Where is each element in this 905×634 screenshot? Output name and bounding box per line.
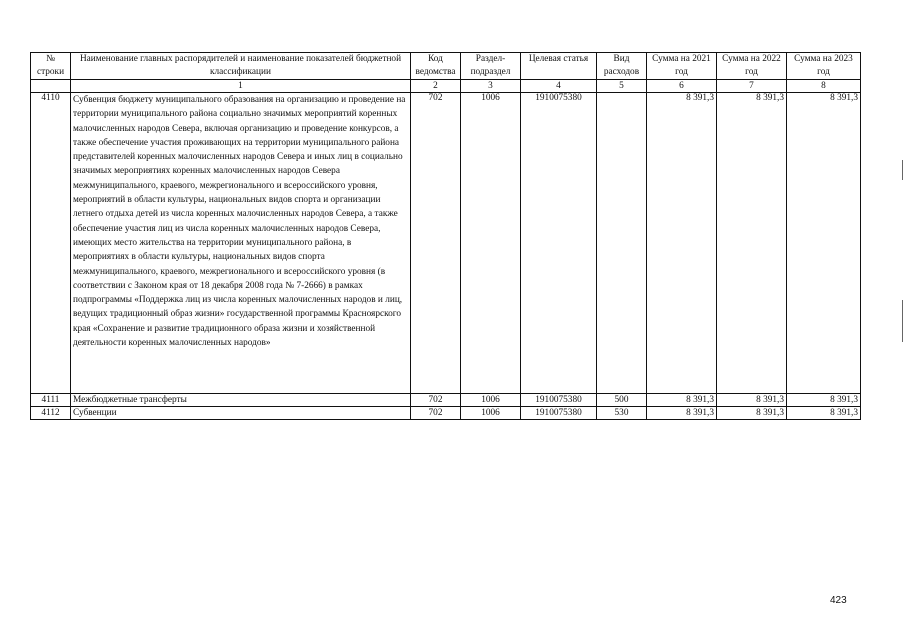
row-number: 4112 xyxy=(31,407,71,420)
header-name: Наименование главных распорядителей и наименование показателей бюджетной классификации xyxy=(71,53,411,80)
row-expense-type: 530 xyxy=(597,407,647,420)
row-sum-2022: 8 391,3 xyxy=(717,394,787,407)
row-name: Межбюджетные трансферты xyxy=(71,394,411,407)
row-dept-code: 702 xyxy=(411,394,461,407)
row-sum-2021: 8 391,3 xyxy=(647,407,717,420)
column-number: 5 xyxy=(597,80,647,93)
header-target-article: Целевая статья xyxy=(521,53,597,80)
header-sum-2023: Сумма на 2023 год xyxy=(787,53,861,80)
row-sum-2021: 8 391,3 xyxy=(647,93,717,394)
row-name: Субвенция бюджету муниципального образования на организацию и проведение на территории муниципального района социально значимых мероприятий коренных малочисленных народов Севера, включая организацию и проведение конкурсов, а также обеспечение участия проживающих на территории муниципального района представителей коренных малочисленных народов Севера и иных лиц в социально значимых мероприятиях коренных малочисленных народов Севера межмуниципального, краевого, межрегионального и всероссийского уровня, мероприятий в области культуры, национальных видов спорта и организации летнего отдыха детей из числа коренных малочисленных народов Севера, а также обеспечение участия лиц из числа коренных малочисленных народов Севера, имеющих место жительства на территории муниципального района, в мероприятиях в области культуры, национальных видов спорта межмуниципального, краевого, межрегионального и всероссийского уровня (в соответствии с Законом края от 18 декабря 2008 года № 7-2666) в рамках подпрограммы «Поддержка лиц из числа коренных малочисленных народов и лиц, ведущих традиционный образ жизни» государственной программы Красноярского края «Сохранение и развитие традиционного образа жизни и хозяйственной деятельности коренных малочисленных народов» xyxy=(71,93,411,394)
row-sum-2022: 8 391,3 xyxy=(717,93,787,394)
row-number: 4110 xyxy=(31,93,71,394)
column-number: 7 xyxy=(717,80,787,93)
row-target-article: 1910075380 xyxy=(521,407,597,420)
row-expense-type: 500 xyxy=(597,394,647,407)
header-section: Раздел-подраздел xyxy=(461,53,521,80)
row-sum-2023: 8 391,3 xyxy=(787,407,861,420)
header-sum-2022: Сумма на 2022 год xyxy=(717,53,787,80)
row-section: 1006 xyxy=(461,93,521,394)
header-row xyxy=(31,53,861,80)
column-number: 8 xyxy=(787,80,861,93)
header-dept-code: Код ведомства xyxy=(411,53,461,80)
header-row-number: № строки xyxy=(31,53,71,80)
row-number: 4111 xyxy=(31,394,71,407)
row-sum-2023: 8 391,3 xyxy=(787,394,861,407)
row-dept-code: 702 xyxy=(411,93,461,394)
table-row xyxy=(31,407,861,420)
column-numbers-row xyxy=(31,80,861,93)
header-expense-type: Вид расходов xyxy=(597,53,647,80)
column-number: 1 xyxy=(71,80,411,93)
column-number: 3 xyxy=(461,80,521,93)
header-sum-2021: Сумма на 2021 год xyxy=(647,53,717,80)
column-number: 2 xyxy=(411,80,461,93)
table-row xyxy=(31,394,861,407)
row-sum-2022: 8 391,3 xyxy=(717,407,787,420)
row-target-article: 1910075380 xyxy=(521,394,597,407)
page-number: 423 xyxy=(830,595,847,606)
column-number: 4 xyxy=(521,80,597,93)
row-section: 1006 xyxy=(461,394,521,407)
row-sum-2023: 8 391,3 xyxy=(787,93,861,394)
scan-edge-mark xyxy=(902,300,903,342)
row-dept-code: 702 xyxy=(411,407,461,420)
row-target-article: 1910075380 xyxy=(521,93,597,394)
column-number: 6 xyxy=(647,80,717,93)
row-section: 1006 xyxy=(461,407,521,420)
row-sum-2021: 8 391,3 xyxy=(647,394,717,407)
budget-table xyxy=(30,52,861,420)
column-number-blank xyxy=(31,80,71,93)
row-expense-type xyxy=(597,93,647,394)
scan-edge-mark xyxy=(902,160,903,180)
row-name: Субвенции xyxy=(71,407,411,420)
table-row xyxy=(31,93,861,394)
